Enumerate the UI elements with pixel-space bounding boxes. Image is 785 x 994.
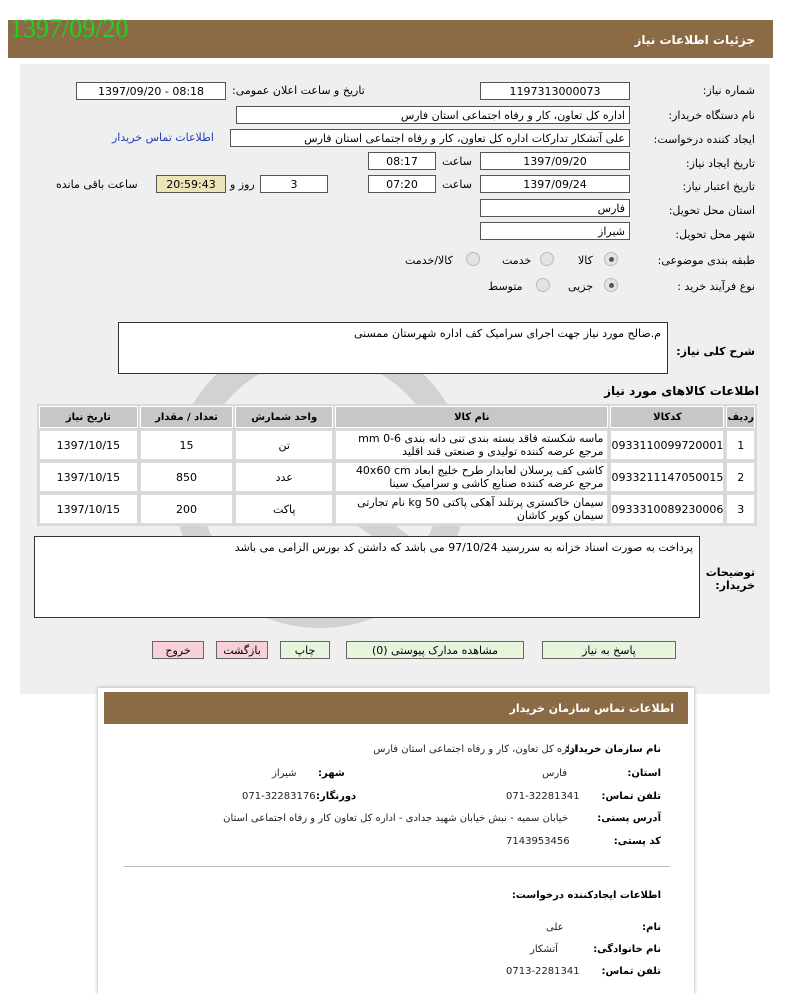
cell-code: 0933211147050015 bbox=[610, 462, 724, 492]
process-option-medium: متوسط bbox=[488, 280, 523, 293]
create-time-field: 08:17 bbox=[368, 152, 436, 170]
validity-time-field: 07:20 bbox=[368, 175, 436, 193]
cell-index: 2 bbox=[726, 462, 755, 492]
announce-label: تاریخ و ساعت اعلان عمومی: bbox=[232, 84, 365, 97]
create-date-label: تاریخ ایجاد نیاز: bbox=[685, 157, 755, 170]
process-radio-medium[interactable] bbox=[536, 278, 550, 292]
cell-code: 0933310089230006 bbox=[610, 494, 724, 524]
family-value: آتشکار bbox=[530, 944, 558, 955]
province-field: فارس bbox=[480, 199, 630, 217]
days-label: روز و bbox=[230, 178, 255, 191]
cell-qty: 15 bbox=[140, 430, 234, 460]
name-value: علی bbox=[546, 922, 564, 933]
days-field: 3 bbox=[260, 175, 328, 193]
buyer-org-field: اداره کل تعاون، کار و رفاه اجتماعی استان فارس bbox=[236, 106, 630, 124]
notes-box: پرداخت به صورت اسناد خزانه به سررسید 97/10/24 می باشد که داشتن کد بورس الزامی می باشد bbox=[34, 536, 700, 618]
validity-date-field: 1397/09/24 bbox=[480, 175, 630, 193]
province-card-value: فارس bbox=[542, 768, 567, 779]
remaining-label: ساعت باقی مانده bbox=[56, 178, 138, 191]
cell-code: 0933110099720001 bbox=[610, 430, 724, 460]
card-divider bbox=[124, 866, 670, 867]
category-radio-goods[interactable] bbox=[604, 252, 618, 266]
cell-name: ماسه شکسته فاقد بسته بندی تنی دانه بندی mm 0-6 مرجع عرضه کننده تولیدی و صنعتی قند اقلید bbox=[335, 430, 608, 460]
items-section-title: اطلاعات کالاهای مورد نیاز bbox=[604, 384, 759, 398]
buyer-contact-link[interactable]: اطلاعات تماس خریدار bbox=[112, 131, 214, 144]
fax-label: دورنگار: bbox=[316, 791, 357, 802]
cell-unit: عدد bbox=[235, 462, 333, 492]
attachments-button[interactable]: مشاهده مدارک پیوستی (0) bbox=[346, 641, 524, 659]
table-row bbox=[39, 430, 755, 460]
reply-button[interactable]: پاسخ به نیاز bbox=[542, 641, 676, 659]
creator-section-title: اطلاعات ایجادکننده درخواست: bbox=[511, 890, 661, 901]
summary-label: شرح کلی نیاز: bbox=[676, 345, 755, 358]
address-label: آدرس پستی: bbox=[597, 813, 661, 824]
city-field: شیراز bbox=[480, 222, 630, 240]
cell-qty: 850 bbox=[140, 462, 234, 492]
process-option-minor: جزیی bbox=[568, 280, 594, 293]
cell-index: 1 bbox=[726, 430, 755, 460]
cell-date: 1397/10/15 bbox=[39, 462, 138, 492]
validity-time-label: ساعت bbox=[442, 178, 472, 191]
print-button[interactable]: چاپ bbox=[280, 641, 330, 659]
cell-qty: 200 bbox=[140, 494, 234, 524]
city-card-label: شهر: bbox=[318, 768, 345, 779]
remaining-time-field: 20:59:43 bbox=[156, 175, 226, 193]
category-option-both: کالا/خدمت bbox=[405, 254, 453, 267]
table-header-row bbox=[39, 406, 755, 428]
table-row bbox=[39, 462, 755, 492]
province-label: استان محل تحویل: bbox=[668, 204, 755, 217]
cell-index: 3 bbox=[726, 494, 755, 524]
address-value: خیابان سمیه - نبش خیابان شهید جدادی - اداره کل تعاون کار و رفاه اجتماعی استان bbox=[223, 813, 568, 824]
date-stamp: 1397/09/20 bbox=[10, 14, 129, 43]
cell-unit: پاکت bbox=[235, 494, 333, 524]
page-header: جزئیات اطلاعات نیاز bbox=[8, 20, 773, 58]
exit-button[interactable]: خروج bbox=[152, 641, 204, 659]
category-radio-both[interactable] bbox=[466, 252, 480, 266]
cell-name: کاشی کف پرسلان لعابدار طرح خلیج ابعاد 40x60 cm مرجع عرضه کننده صنایع کاشی و سرامیک سینا bbox=[335, 462, 608, 492]
need-number-field: 1197313000073 bbox=[480, 82, 630, 100]
org-label: نام سازمان خریدار: bbox=[565, 744, 661, 755]
table-row bbox=[39, 494, 755, 524]
org-value: اداره کل تعاون، کار و رفاه اجتماعی استان فارس bbox=[373, 744, 577, 755]
postal-value: 7143953456 bbox=[506, 836, 570, 847]
city-card-value: شیراز bbox=[272, 768, 297, 779]
creator-phone-value: 0713-2281341 bbox=[506, 966, 580, 977]
col-qty: تعداد / مقدار bbox=[140, 406, 234, 428]
items-table bbox=[37, 404, 757, 526]
col-code: کدکالا bbox=[610, 406, 724, 428]
family-label: نام خانوادگی: bbox=[593, 944, 661, 955]
phone-value: 071-32281341 bbox=[506, 791, 580, 802]
col-unit: واحد شمارش bbox=[235, 406, 333, 428]
cell-name: سیمان خاکستری پرتلند آهکی پاکتی 50 kg نام تجارتی سیمان کویر کاشان bbox=[335, 494, 608, 524]
process-radio-minor[interactable] bbox=[604, 278, 618, 292]
creator-phone-label: تلفن تماس: bbox=[601, 966, 661, 977]
col-name: نام کالا bbox=[335, 406, 608, 428]
creator-label: ایجاد کننده درخواست: bbox=[653, 133, 755, 146]
phone-label: تلفن تماس: bbox=[601, 791, 661, 802]
notes-label: توضیحات خریدار: bbox=[705, 566, 755, 592]
fax-value: 071-32283176 bbox=[242, 791, 316, 802]
create-date-field: 1397/09/20 bbox=[480, 152, 630, 170]
category-radio-service[interactable] bbox=[540, 252, 554, 266]
validity-date-label: تاریخ اعتبار نیاز: bbox=[682, 180, 755, 193]
category-label: طبقه بندی موضوعی: bbox=[657, 254, 755, 267]
back-button[interactable]: بازگشت bbox=[216, 641, 268, 659]
name-label: نام: bbox=[642, 922, 661, 933]
cell-date: 1397/10/15 bbox=[39, 430, 138, 460]
col-date: تاریخ نیاز bbox=[39, 406, 138, 428]
cell-date: 1397/10/15 bbox=[39, 494, 138, 524]
need-number-label: شماره نیاز: bbox=[702, 84, 755, 97]
process-label: نوع فرآیند خرید : bbox=[677, 280, 755, 293]
city-label: شهر محل تحویل: bbox=[675, 228, 755, 241]
creator-field: علی آتشکار تدارکات اداره کل تعاون، کار و رفاه اجتماعی استان فارس bbox=[230, 129, 630, 147]
province-card-label: استان: bbox=[627, 768, 661, 779]
category-option-service: خدمت bbox=[502, 254, 532, 267]
create-time-label: ساعت bbox=[442, 155, 472, 168]
buyer-org-label: نام دستگاه خریدار: bbox=[668, 109, 755, 122]
postal-label: کد پستی: bbox=[613, 836, 661, 847]
contact-card-title: اطلاعات تماس سازمان خریدار bbox=[104, 692, 688, 724]
col-index: ردیف bbox=[726, 406, 755, 428]
summary-box: م.صالح مورد نیاز جهت اجرای سرامیک کف اداره شهرستان ممسنی bbox=[118, 322, 668, 374]
announce-field: 1397/09/20 - 08:18 bbox=[76, 82, 226, 100]
category-option-goods: کالا bbox=[578, 254, 593, 267]
cell-unit: تن bbox=[235, 430, 333, 460]
